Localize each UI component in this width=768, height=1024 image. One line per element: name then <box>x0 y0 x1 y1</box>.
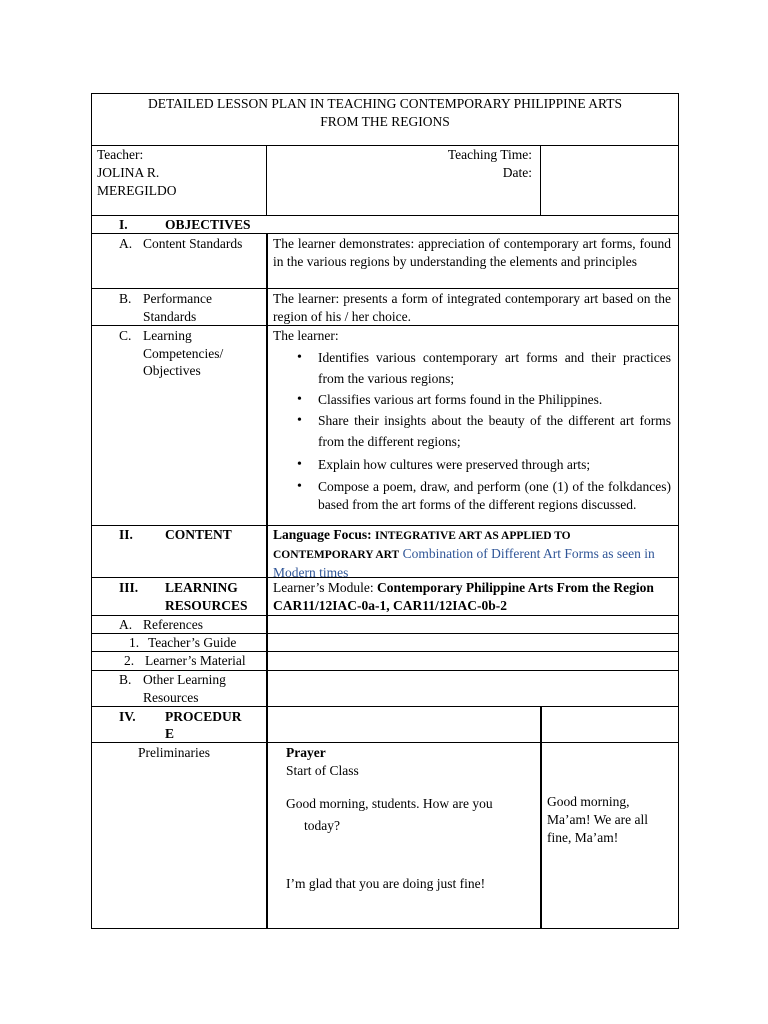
body-col-divider <box>266 233 268 929</box>
references-label: References <box>143 617 203 632</box>
response-line-1: Good morning, <box>547 794 630 809</box>
competency-item: • Explain how cultures were preserved through arts; <box>273 454 671 475</box>
competencies-list <box>273 347 671 514</box>
performance-standards-label-2: Standards <box>143 309 197 324</box>
resources-heading-2: RESOURCES <box>165 598 248 613</box>
resources-number: III. <box>119 580 139 595</box>
other-resources-label-2: Resources <box>143 690 199 705</box>
procedure-number: IV. <box>119 709 136 724</box>
language-focus-description: Combination of Different Art Forms as seen in Modern times <box>273 546 655 580</box>
performance-standards-text: The learner: presents a form of integrated contemporary art based on the region of his / her choice. <box>273 291 671 324</box>
competencies-num: C. <box>119 328 132 343</box>
competency-item: • Compose a poem, draw, and perform (one (1) of the folkdances) based from the art forms of the different regions discussed. <box>273 478 671 514</box>
header-col-3 <box>540 145 679 216</box>
other-resources-label-1: Other Learning <box>143 672 226 687</box>
learners-module <box>273 579 671 615</box>
performance-standards-num: B. <box>119 291 132 306</box>
learners-material-num: 2. <box>124 653 135 668</box>
content-heading: CONTENT <box>165 527 232 542</box>
competency-item: • Identifies various contemporary art forms and their practices from the various regions; <box>273 347 671 389</box>
date-label: Date: <box>502 165 532 180</box>
competencies-intro: The learner: <box>273 328 339 343</box>
glad-line: I’m glad that you are doing just fine! <box>286 876 486 891</box>
prayer-label: Prayer <box>286 745 326 760</box>
teacher-label: Teacher: <box>97 147 144 162</box>
objectives-number: I. <box>119 217 128 232</box>
title-line-1: DETAILED LESSON PLAN IN TEACHING CONTEMPORARY PHILIPPINE ARTS <box>148 96 622 111</box>
procedure-heading-1: PROCEDUR <box>165 709 242 724</box>
learners-module-label: Learner’s Module: <box>273 580 374 595</box>
competencies-label-2: Competencies/ <box>143 346 224 361</box>
resources-heading-1: LEARNING <box>165 580 238 595</box>
content-standards-label: Content Standards <box>143 236 243 251</box>
language-focus-label: Language Focus: <box>273 527 372 542</box>
competencies-label-1: Learning <box>143 328 192 343</box>
start-of-class: Start of Class <box>286 763 359 778</box>
procedure-heading-2: E <box>165 726 175 741</box>
competency-item: • Classifies various art forms found in the Philippines. <box>273 389 671 410</box>
other-resources-num: B. <box>119 672 132 687</box>
teacher-name-last: MEREGILDO <box>97 183 177 198</box>
language-focus <box>273 526 671 582</box>
content-number: II. <box>119 527 133 542</box>
greeting-line-1: Good morning, students. How are you <box>286 796 493 811</box>
teaching-time-label: Teaching Time: <box>447 147 532 162</box>
greeting-line-2: today? <box>304 818 340 833</box>
language-focus-topic: INTEGRATIVE ART AS APPLIED TO CONTEMPORARY ART <box>273 530 571 561</box>
response-line-3: fine, Ma’am! <box>547 830 619 845</box>
content-standards-num: A. <box>119 236 133 251</box>
procedure-col-divider <box>540 706 542 929</box>
competency-item: • Share their insights about the beauty of the different art forms from the different regions; <box>273 410 671 452</box>
teacher-name-first: JOLINA R. <box>97 165 160 180</box>
references-num: A. <box>119 617 133 632</box>
title-line-2: FROM THE REGIONS <box>320 114 450 129</box>
performance-standards-label-1: Performance <box>143 291 212 306</box>
teachers-guide-label: Teacher’s Guide <box>148 635 237 650</box>
competencies-label-3: Objectives <box>143 363 201 378</box>
response-line-2: Ma’am! We are all <box>547 812 648 827</box>
learners-material-label: Learner’s Material <box>145 653 246 668</box>
preliminaries-label: Preliminaries <box>138 745 210 760</box>
teachers-guide-num: 1. <box>129 635 140 650</box>
learners-module-title: Contemporary Philippine Arts From the Region CAR11/12IAC-0a-1, CAR11/12IAC-0b-2 <box>273 580 654 613</box>
content-standards-text: The learner demonstrates: appreciation of contemporary art forms, found in the various regions by understanding the elements and principles <box>273 236 671 269</box>
objectives-heading: OBJECTIVES <box>165 217 251 232</box>
